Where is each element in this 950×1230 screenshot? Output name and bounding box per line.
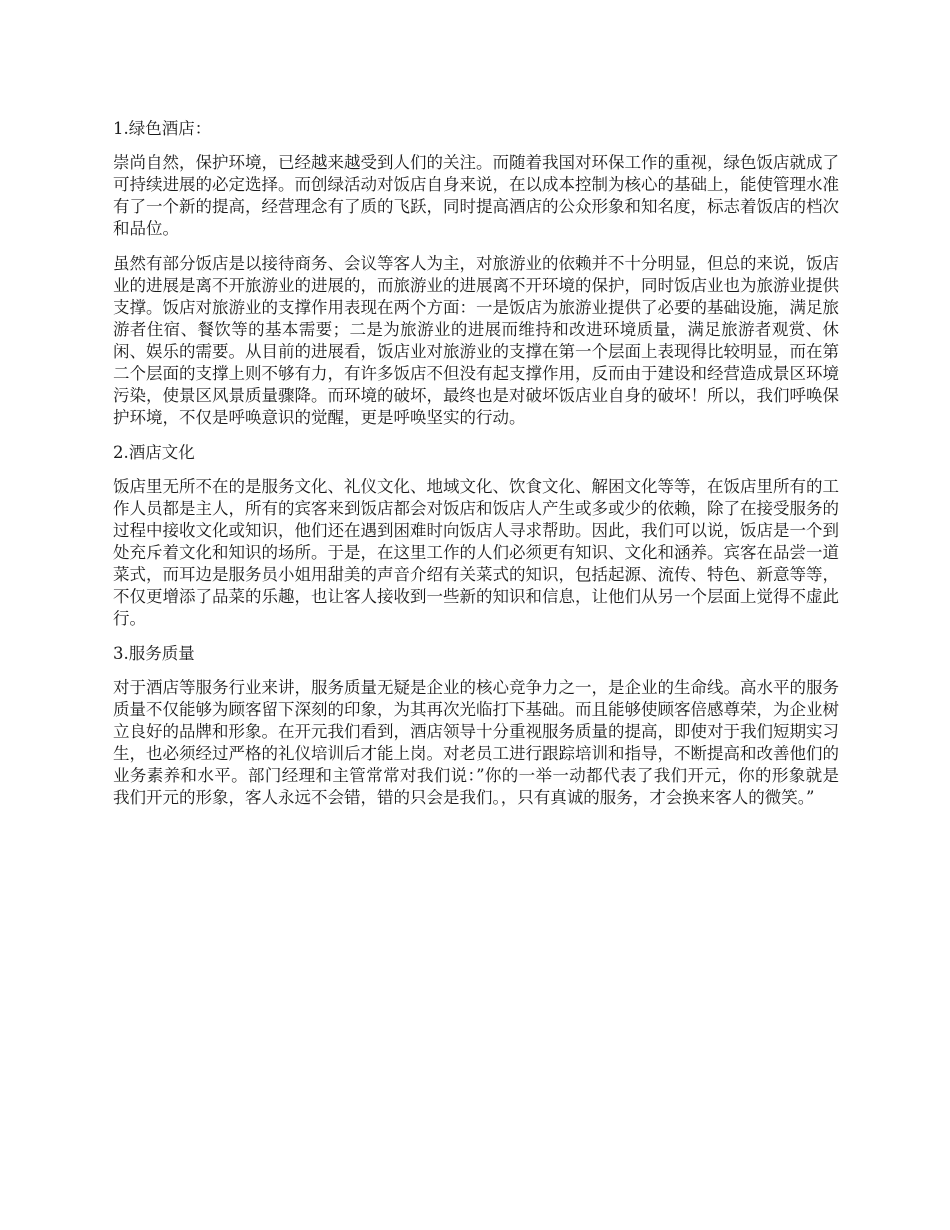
section-heading-green-hotel: 1.绿色酒店：: [113, 119, 212, 138]
paragraph: 饭店里无所不在的是服务文化、礼仪文化、地域文化、饮食文化、解困文化等等，在饭店里所有的工作人员都是主人，所有的宾客来到饭店都会对饭店和饭店人产生或多或少的依赖，除了在接受服务的过程中接收文化或知识，他们还在遇到困难时向饭店人寻求帮助。因此，我们可以说，饭店是一个到处充斥着文化和知识的场所。于是，在这里工作的人们必须更有知识、文化和涵养。宾客在品尝一道菜式，而耳边是服务员小姐用甜美的声音介绍有关菜式的知识，包括起源、流传、特色、新意等等，不仅更增添了品菜的乐趣，也让客人接收到一些新的知识和信息，让他们从另一个层面上觉得不虚此行。: [113, 477, 839, 628]
paragraph: 对于酒店等服务行业来讲，服务质量无疑是企业的核心竞争力之一，是企业的生命线。高水平的服务质量不仅能够为顾客留下深刻的印象，为其再次光临打下基础。而且能够使顾客倍感尊荣，为企业树立良好的品牌和形象。在开元我们看到，酒店领导十分重视服务质量的提高，即使对于我们短期实习生，也必须经过严格的礼仪培训后才能上岗。对老员工进行跟踪培训和指导，不断提高和改善他们的业务素养和水平。部门经理和主管常常对我们说：”你的一举一动都代表了我们开元，你的形象就是我们开元的形象，客人永远不会错，错的只会是我们。，只有真诚的服务，才会换来客人的微笑。”: [113, 678, 839, 807]
section-heading-service-quality: 3.服务质量: [113, 644, 195, 663]
paragraph: 虽然有部分饭店是以接待商务、会议等客人为主，对旅游业的依赖并不十分明显，但总的来说，饭店业的进展是离不开旅游业的进展的，而旅游业的进展离不开环境的保护，同时饭店业也为旅游业提供支撑。饭店对旅游业的支撑作用表现在两个方面：一是饭店为旅游业提供了必要的基础设施，满足旅游者住宿、餐饮等的基本需要；二是为旅游业的进展而维持和改进环境质量，满足旅游者观赏、休闲、娱乐的需要。从目前的进展看，饭店业对旅游业的支撑在第一个层面上表现得比较明显，而在第二个层面的支撑上则不够有力，有许多饭店不但没有起支撑作用，反而由于建设和经营造成景区环境污染，使景区风景质量骤降。而环境的破坏，最终也是对破坏饭店业自身的破坏！所以，我们呼唤保护环境，不仅是呼唤意识的觉醒，更是呼唤坚实的行动。: [113, 254, 839, 427]
paragraph: 崇尚自然，保护环境，已经越来越受到人们的关注。而随着我国对环保工作的重视，绿色饭店就成了可持续进展的必定选择。而创绿活动对饭店自身来说，在以成本控制为核心的基础上，能使管理水准有了一个新的提高，经营理念有了质的飞跃，同时提高酒店的公众形象和知名度，标志着饭店的档次和品位。: [113, 153, 839, 238]
section-heading-hotel-culture: 2.酒店文化: [113, 443, 195, 462]
document-body: [113, 118, 839, 822]
